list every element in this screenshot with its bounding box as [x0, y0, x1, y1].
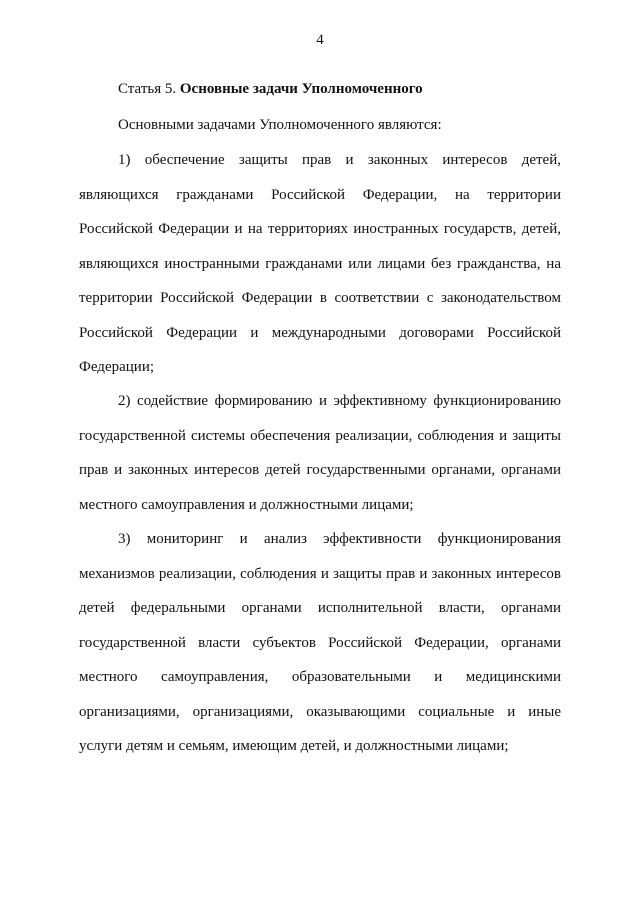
- article-prefix: Статья 5.: [118, 81, 177, 97]
- list-item-2: 2) содействие формированию и эффективному функционированию государственной системы обеспечения реализации, соблюдения и защиты прав и законных интересов детей государственными органами, органами местного самоуправления и должностными лицами;: [79, 393, 561, 513]
- list-item-3: 3) мониторинг и анализ эффективности функционирования механизмов реализации, соблюдения и защиты прав и законных интересов детей федеральными органами исполнительной власти, органами государственной власти субъектов Российской Федерации, органами местного самоуправления, образовательными и медицинскими организациями, организациями, оказывающими социальные и иные услуги детям и семьям, имеющим детей, и должностными лицами;: [79, 531, 561, 754]
- page-number: 4: [316, 32, 324, 48]
- list-item-1: 1) обеспечение защиты прав и законных интересов детей, являющихся гражданами Российской Федерации, на территории Российской Федерации и на территориях иностранных государств, детей, являющихся иностранными гражданами или лицами без гражданства, на территории Российской Федерации в соответствии с законодательством Российской Федерации и международными договорами Российской Федерации;: [79, 152, 561, 375]
- article-heading: [118, 81, 423, 98]
- article-title: Основные задачи Уполномоченного: [179, 81, 423, 97]
- intro-paragraph: Основными задачами Уполномоченного являются:: [118, 117, 442, 133]
